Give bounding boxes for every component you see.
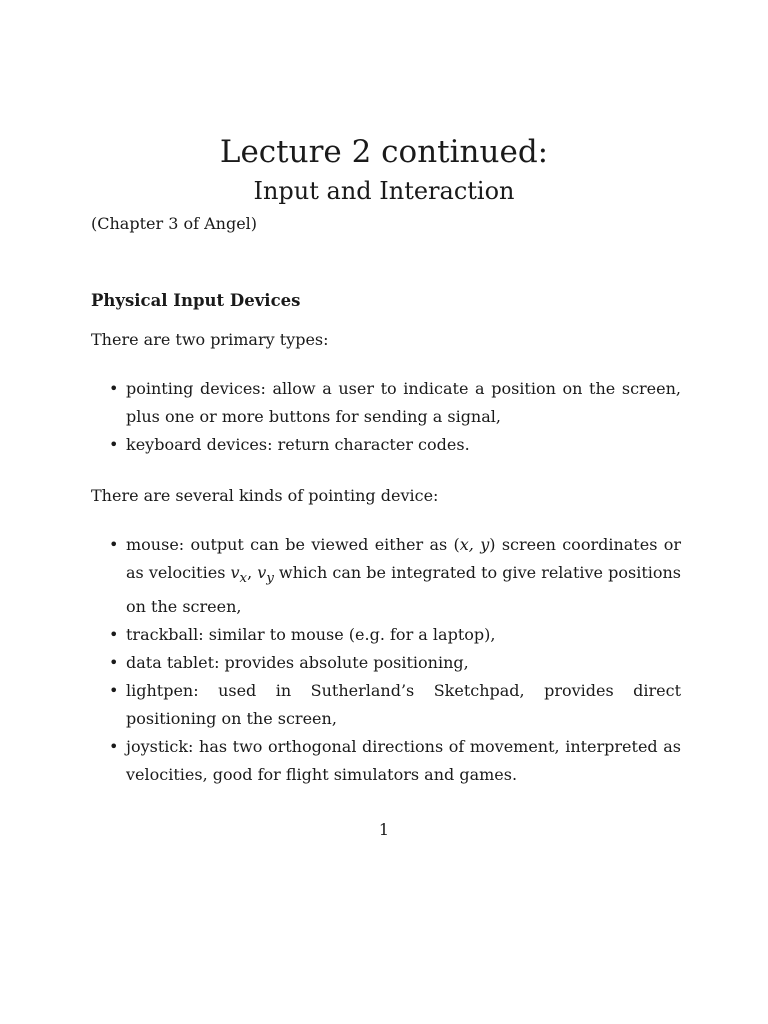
primary-types-list — [91, 375, 681, 459]
math-xy: x, y — [459, 535, 490, 554]
list-item-pointing-devices — [91, 375, 681, 431]
chapter-reference: (Chapter 3 of Angel) — [91, 214, 258, 233]
pointing-intro-paragraph: There are several kinds of pointing device: — [91, 486, 439, 505]
list-item-text: joystick: has two orthogonal directions of movement, interpreted as velocities, good for flight simulators and games. — [126, 737, 681, 785]
math-vx: v — [230, 563, 240, 582]
section-heading: Physical Input Devices — [91, 291, 301, 310]
bullet-icon: • — [109, 653, 119, 673]
pointing-devices-list — [91, 531, 681, 789]
mouse-text-3: which can be integrated to give relative positions on the screen, — [126, 563, 682, 617]
bullet-icon: • — [109, 737, 119, 757]
list-item-text: data tablet: provides absolute positioning, — [126, 653, 469, 673]
list-item-trackball — [91, 621, 681, 649]
list-item-keyboard-devices — [91, 431, 681, 459]
mouse-text-2: ) screen coordinates or as velocities — [126, 535, 682, 582]
bullet-icon: • — [109, 625, 119, 645]
list-item-mouse — [91, 531, 681, 621]
list-item-text: trackball: similar to mouse (e.g. for a laptop), — [126, 625, 496, 645]
list-item-lightpen — [91, 677, 681, 733]
list-item-data-tablet — [91, 649, 681, 677]
bullet-icon: • — [109, 435, 119, 454]
math-vy: v — [257, 563, 267, 582]
list-item-joystick — [91, 733, 681, 789]
bullet-icon: • — [109, 681, 119, 701]
math-subscript-x: x — [239, 571, 248, 587]
list-item-text: keyboard devices: return character codes. — [126, 435, 470, 454]
intro-paragraph: There are two primary types: — [91, 330, 329, 349]
mouse-separator: , — [247, 563, 258, 582]
lecture-title: Lecture 2 continued: — [219, 134, 549, 170]
math-subscript-y: y — [266, 571, 274, 587]
bullet-icon: • — [109, 535, 119, 554]
list-item-text: pointing devices: allow a user to indicate a position on the screen, plus one or more buttons for sending a signal, — [126, 379, 681, 426]
page-number: 1 — [378, 820, 390, 839]
mouse-text-1: mouse: output can be viewed either as ( — [126, 535, 460, 554]
lecture-subtitle: Input and Interaction — [253, 177, 515, 205]
list-item-text: lightpen: used in Sutherland’s Sketchpad, provides direct positioning on the screen, — [126, 681, 681, 729]
bullet-icon: • — [109, 379, 119, 398]
